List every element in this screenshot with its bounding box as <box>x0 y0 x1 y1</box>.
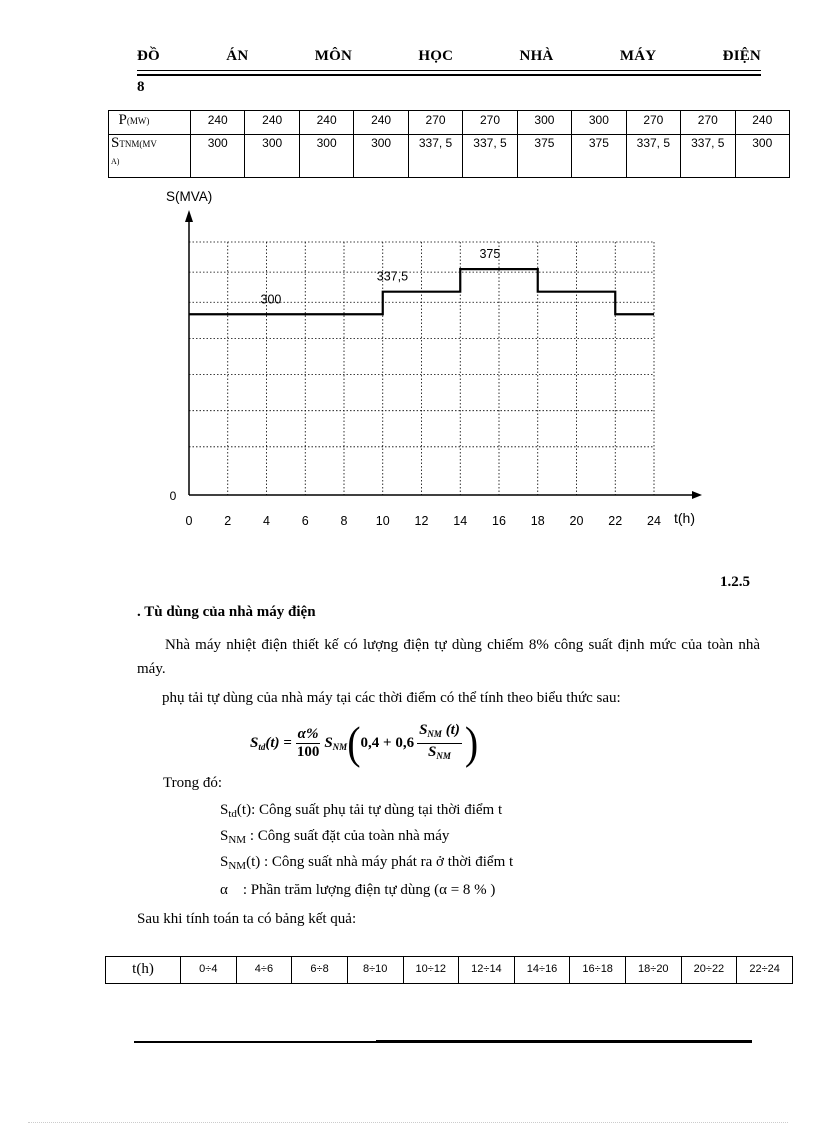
x-tick-label: 6 <box>301 514 309 528</box>
x-axis-arrow <box>692 491 702 499</box>
fraction-snm: $\frac{S_{NM} (t)}{S_{NM}}$ <box>419 721 460 761</box>
table-cell: 300 <box>572 111 626 135</box>
section-number: 1.2.5 <box>720 574 750 590</box>
formula-snm: $S_{NM}$ <box>324 734 348 752</box>
power-table <box>108 110 790 178</box>
header-word: NHÀ <box>519 48 554 64</box>
table-cell: 270 <box>408 111 462 135</box>
table-cell: 10÷12 <box>403 957 459 984</box>
table-row <box>106 957 793 984</box>
table-cell: 240 <box>245 111 299 135</box>
header-word: ĐIỆN <box>722 48 761 64</box>
data-label: 375 <box>479 247 501 262</box>
header-word: ÁN <box>226 48 249 64</box>
table-cell: 14÷16 <box>514 957 570 984</box>
table-row-s <box>109 135 790 178</box>
formula-inner: 0,4 + 0,6 <box>360 734 415 751</box>
table-cell: 18÷20 <box>626 957 682 984</box>
x-tick-label: 18 <box>530 514 545 528</box>
table-cell: 375 <box>572 135 626 178</box>
table-row-p <box>109 111 790 135</box>
table-cell: 240 <box>191 111 245 135</box>
document-header <box>137 48 761 65</box>
table-cell: 22÷24 <box>737 957 793 984</box>
load-chart <box>150 180 730 550</box>
table-cell: 300 <box>517 111 571 135</box>
table-cell: 337, 5 <box>626 135 680 178</box>
row-label-s: STNM(MV A) <box>109 135 191 178</box>
formula-intro: phụ tải tự dùng của nhà máy tại các thời điểm có thể tính theo biểu thức sau: <box>162 690 621 706</box>
x-tick-label: 14 <box>453 514 468 528</box>
x-tick-label: 12 <box>414 514 429 528</box>
table-cell: 8÷10 <box>347 957 403 984</box>
table-cell: 337, 5 <box>463 135 517 178</box>
definition-snm: $S_{NM}$ : Công suất đặt của toàn nhà máy <box>220 828 450 846</box>
header-rule-thick <box>137 74 761 76</box>
x-tick-label: 8 <box>340 514 348 528</box>
table-cell: 0÷4 <box>181 957 237 984</box>
table-cell: 12÷14 <box>459 957 515 984</box>
table-cell: 337, 5 <box>408 135 462 178</box>
table-header-th: t(h) <box>106 957 181 984</box>
footer-rule-right <box>376 1040 752 1043</box>
table-cell: 337, 5 <box>681 135 735 178</box>
fraction-alpha: $\frac{\alpha\%}{100}$ <box>296 725 320 760</box>
footer-rule-left <box>134 1041 376 1043</box>
x-tick-label: 4 <box>263 514 270 528</box>
section-title: . Tù dùng của nhà máy điện <box>137 604 316 620</box>
x-tick-label: 16 <box>492 514 506 528</box>
data-label: 300 <box>260 292 282 307</box>
x-axis-label: t(h) <box>674 510 695 526</box>
header-word: HỌC <box>418 48 454 64</box>
table-cell: 240 <box>735 111 789 135</box>
header-word: MÔN <box>314 48 352 64</box>
paren-close: ) <box>464 716 479 769</box>
header-word: ĐỒ <box>137 48 160 64</box>
definition-snm-t: $S_{NM}(t)$ : Công suất nhà máy phát ra ở thời điểm t <box>220 854 514 872</box>
x-tick-label: 22 <box>608 514 623 528</box>
table-cell: 6÷8 <box>292 957 348 984</box>
page-number: 8 <box>137 79 145 95</box>
intro-paragraph: Nhà máy nhiệt điện thiết kế có lượng điện tự dùng chiếm 8% công suất định mức của toàn nhà máy. <box>137 637 760 677</box>
x-tick-label: 2 <box>224 514 232 528</box>
paren-open: ( <box>347 716 361 769</box>
table-cell: 270 <box>681 111 735 135</box>
definition-alpha: α : Phần trăm lượng điện tự dùng (α = 8 % ) <box>220 882 496 898</box>
data-label: 337,5 <box>376 269 409 284</box>
table-cell: 300 <box>735 135 789 178</box>
table-cell: 20÷22 <box>681 957 737 984</box>
x-tick-label: 24 <box>647 514 661 528</box>
table-cell: 300 <box>245 135 299 178</box>
header-word: MÁY <box>619 48 657 64</box>
row-label-p: P(MW) <box>109 111 191 135</box>
result-table <box>105 956 793 984</box>
table-cell: 375 <box>517 135 571 178</box>
table-cell: 300 <box>299 135 353 178</box>
trong-do-label: Trong đó: <box>163 775 223 791</box>
table-cell: 4÷6 <box>236 957 292 984</box>
table-cell: 300 <box>191 135 245 178</box>
definition-std: $S_{td}(t)$: Công suất phụ tải tự dùng tại thời điểm t <box>220 802 503 820</box>
series-step-line <box>189 269 654 314</box>
y-axis-arrow <box>185 210 193 222</box>
table-cell: 270 <box>463 111 517 135</box>
header-rule-thin <box>137 70 761 71</box>
table-cell: 240 <box>299 111 353 135</box>
x-tick-label: 20 <box>569 514 584 528</box>
x-tick-label: 10 <box>375 514 390 528</box>
table-cell: 300 <box>354 135 408 178</box>
table-cell: 270 <box>626 111 680 135</box>
table-cell: 16÷18 <box>570 957 626 984</box>
formula-lhs: $S_{td}(t)$ = <box>250 734 292 752</box>
table-cell: 240 <box>354 111 408 135</box>
result-line: Sau khi tính toán ta có bảng kết quả: <box>137 911 357 927</box>
y-origin-label: 0 <box>169 489 177 503</box>
self-use-formula <box>250 718 478 768</box>
x-tick-label: 0 <box>185 514 193 528</box>
y-axis-label: S(MVA) <box>166 189 213 204</box>
